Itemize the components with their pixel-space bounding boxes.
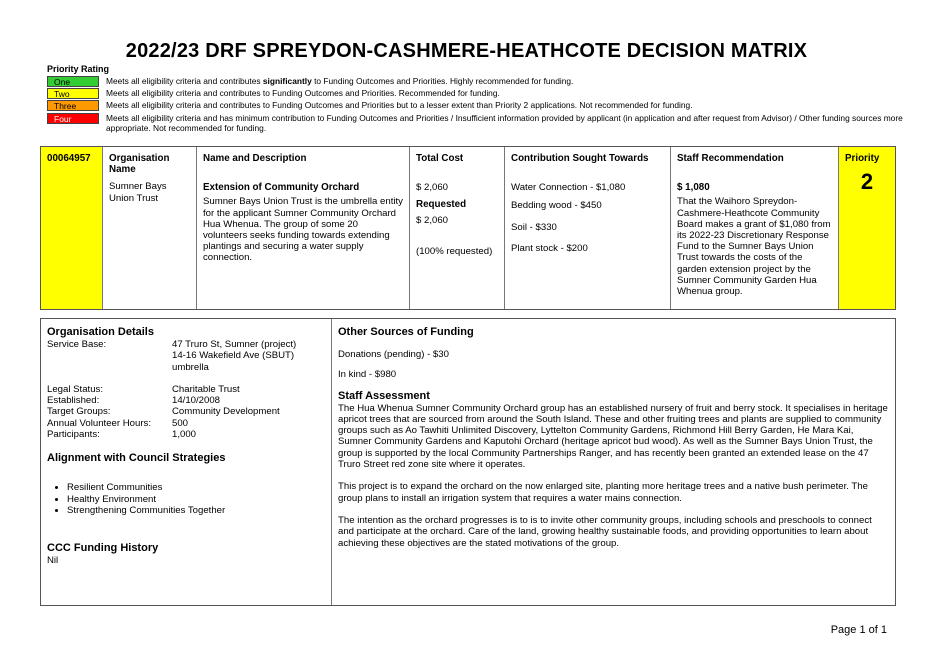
assessment-paragraph: The intention as the orchard progresses is to is to invite other community groups, including schools and preschools to connect and participate at the orchard. Care of the land, growing healthy sustainable foods, and providing opportunities to learn about achieving these objectives are the stated motivations of the group. bbox=[338, 514, 872, 549]
decision-matrix-row bbox=[40, 146, 896, 310]
other-funding-item: In kind - $980 bbox=[338, 369, 397, 381]
detail-row: Target Groups: Community Development bbox=[47, 406, 280, 418]
priority-four-swatch: Four bbox=[47, 113, 99, 124]
organisation-details-column bbox=[41, 319, 332, 605]
other-funding-heading: Other Sources of Funding bbox=[338, 326, 474, 338]
contribution-item: Bedding wood - $450 bbox=[511, 200, 602, 212]
requested-percentage: (100% requested) bbox=[416, 245, 493, 257]
page-number: Page 1 of 1 bbox=[830, 624, 887, 636]
funding-assessment-column bbox=[332, 319, 895, 605]
priority-one-swatch: One bbox=[47, 76, 99, 87]
legend-text: Meets all eligibility criteria and contributes to Funding Outcomes and Priorities. Recommended for funding. bbox=[106, 88, 500, 98]
page-title: 2022/23 DRF SPREYDON-CASHMERE-HEATHCOTE DECISION MATRIX bbox=[125, 40, 808, 62]
description-header: Name and Description bbox=[203, 153, 307, 164]
funding-history-heading: CCC Funding History bbox=[47, 542, 159, 555]
alignment-heading: Alignment with Council Strategies bbox=[47, 452, 226, 465]
detail-row: Established: 14/10/2008 bbox=[47, 395, 221, 407]
application-id: 00064957 bbox=[47, 153, 91, 164]
staff-recommendation-cell bbox=[671, 147, 839, 309]
organisation-header: Organisation Name bbox=[109, 153, 170, 176]
organisation-details-heading: Organisation Details bbox=[47, 326, 154, 338]
requested-label: Requested bbox=[416, 199, 467, 211]
cost-cell bbox=[410, 147, 505, 309]
details-section bbox=[40, 318, 896, 606]
list-item: • Strengthening Communities Together bbox=[67, 505, 325, 516]
contribution-item: Water Connection - $1,080 bbox=[511, 182, 626, 194]
priority-header: Priority bbox=[845, 153, 880, 164]
project-name: Extension of Community Orchard bbox=[203, 182, 360, 194]
assessment-paragraph: This project is to expand the orchard on the now enlarged site, planting more heritage trees and a native bush perimeter. The group plans to install an irrigation system that requires a water mains connection. bbox=[338, 481, 868, 504]
staff-recommendation-text: That the Waihoro Spreydon-Cashmere-Heathcote Community Board makes a grant of $1,080 from its 2022-23 Discretionary Response Fund to the Sumner Bays Union Trust towards the costs of the garden extension project by the Sumner Community Garden Hua Whenua group. bbox=[677, 196, 831, 298]
contribution-header: Contribution Sought Towards bbox=[511, 153, 649, 164]
contribution-cell bbox=[505, 147, 671, 309]
requested-amount: $ 2,060 bbox=[416, 214, 449, 226]
legend-heading: Priority Rating bbox=[47, 64, 110, 74]
total-cost: $ 2,060 bbox=[416, 182, 449, 194]
contribution-item: Soil - $330 bbox=[511, 221, 557, 233]
total-cost-header: Total Cost bbox=[416, 153, 464, 164]
list-item: • Healthy Environment bbox=[67, 494, 325, 505]
organisation-name: Sumner Bays Union Trust bbox=[109, 181, 167, 204]
detail-row: Service Base: 47 Truro St, Sumner (project) bbox=[47, 339, 297, 350]
funding-history-text: Nil bbox=[47, 555, 59, 567]
other-funding-item: Donations (pending) - $30 bbox=[338, 349, 449, 360]
legend-text: Meets all eligibility criteria and has minimum contribution to Funding Outcomes and Priorities / Insufficient information provided by applicant (in application and after request from Advisor) / Other funding sources more appropriate. Not recommended for funding. bbox=[106, 113, 903, 133]
staff-recommended-amount: $ 1,080 bbox=[677, 182, 710, 194]
assessment-paragraph: The Hua Whenua Sumner Community Orchard group has an established nursery of fruit and berry stock. It specialises in heritage apricot trees that are sourced from around the South Island. These and other fruiting trees and plants are supplied to community groups such as Ao Tawhiti Unlimited Discovery, Lyttelton Community Gardens, Richmond Hill Berry Garden, He Mara Kai, Sumner Community Gardens and Kaputohi Orchard (heritage apricot bud wood). As well as the Sumner Bays Union Trust, the group is supported by the local Community Partnerships Ranger, and has recently been granted an extended lease on the 47 Truro Street red zone site where it operates. bbox=[338, 402, 888, 471]
list-item: • Resilient Communities bbox=[67, 482, 325, 493]
priority-value: 2 bbox=[860, 169, 874, 195]
description-cell bbox=[197, 147, 410, 309]
detail-row: 14-16 Wakefield Ave (SBUT) umbrella bbox=[172, 350, 295, 373]
staff-assessment-heading: Staff Assessment bbox=[338, 389, 430, 402]
legend-text: Meets all eligibility criteria and contributes significantly to Funding Outcomes and Priorities. Highly recommended for funding. bbox=[106, 76, 574, 86]
priority-two-swatch: Two bbox=[47, 88, 99, 99]
alignment-list bbox=[47, 482, 325, 516]
priority-cell bbox=[839, 147, 895, 309]
legend-text: Meets all eligibility criteria and contributes to Funding Outcomes and Priorities but to a lesser extent than Priority 2 applications. Not recommended for funding. bbox=[106, 100, 693, 110]
staff-recommendation-header: Staff Recommendation bbox=[677, 153, 784, 164]
detail-row: Legal Status: Charitable Trust bbox=[47, 383, 240, 395]
organisation-cell bbox=[103, 147, 197, 309]
contribution-item: Plant stock - $200 bbox=[511, 242, 588, 254]
detail-row: Participants: 1,000 bbox=[47, 429, 197, 441]
priority-three-swatch: Three bbox=[47, 100, 99, 111]
detail-row: Annual Volunteer Hours: 500 bbox=[47, 417, 189, 429]
project-description: Sumner Bays Union Trust is the umbrella entity for the applicant Sumner Community Orchard Hua Whenua. The group of some 20 volunteers seeks funding towards extending plantings and securing a water supply connection. bbox=[203, 196, 403, 264]
application-id-cell bbox=[41, 147, 103, 309]
